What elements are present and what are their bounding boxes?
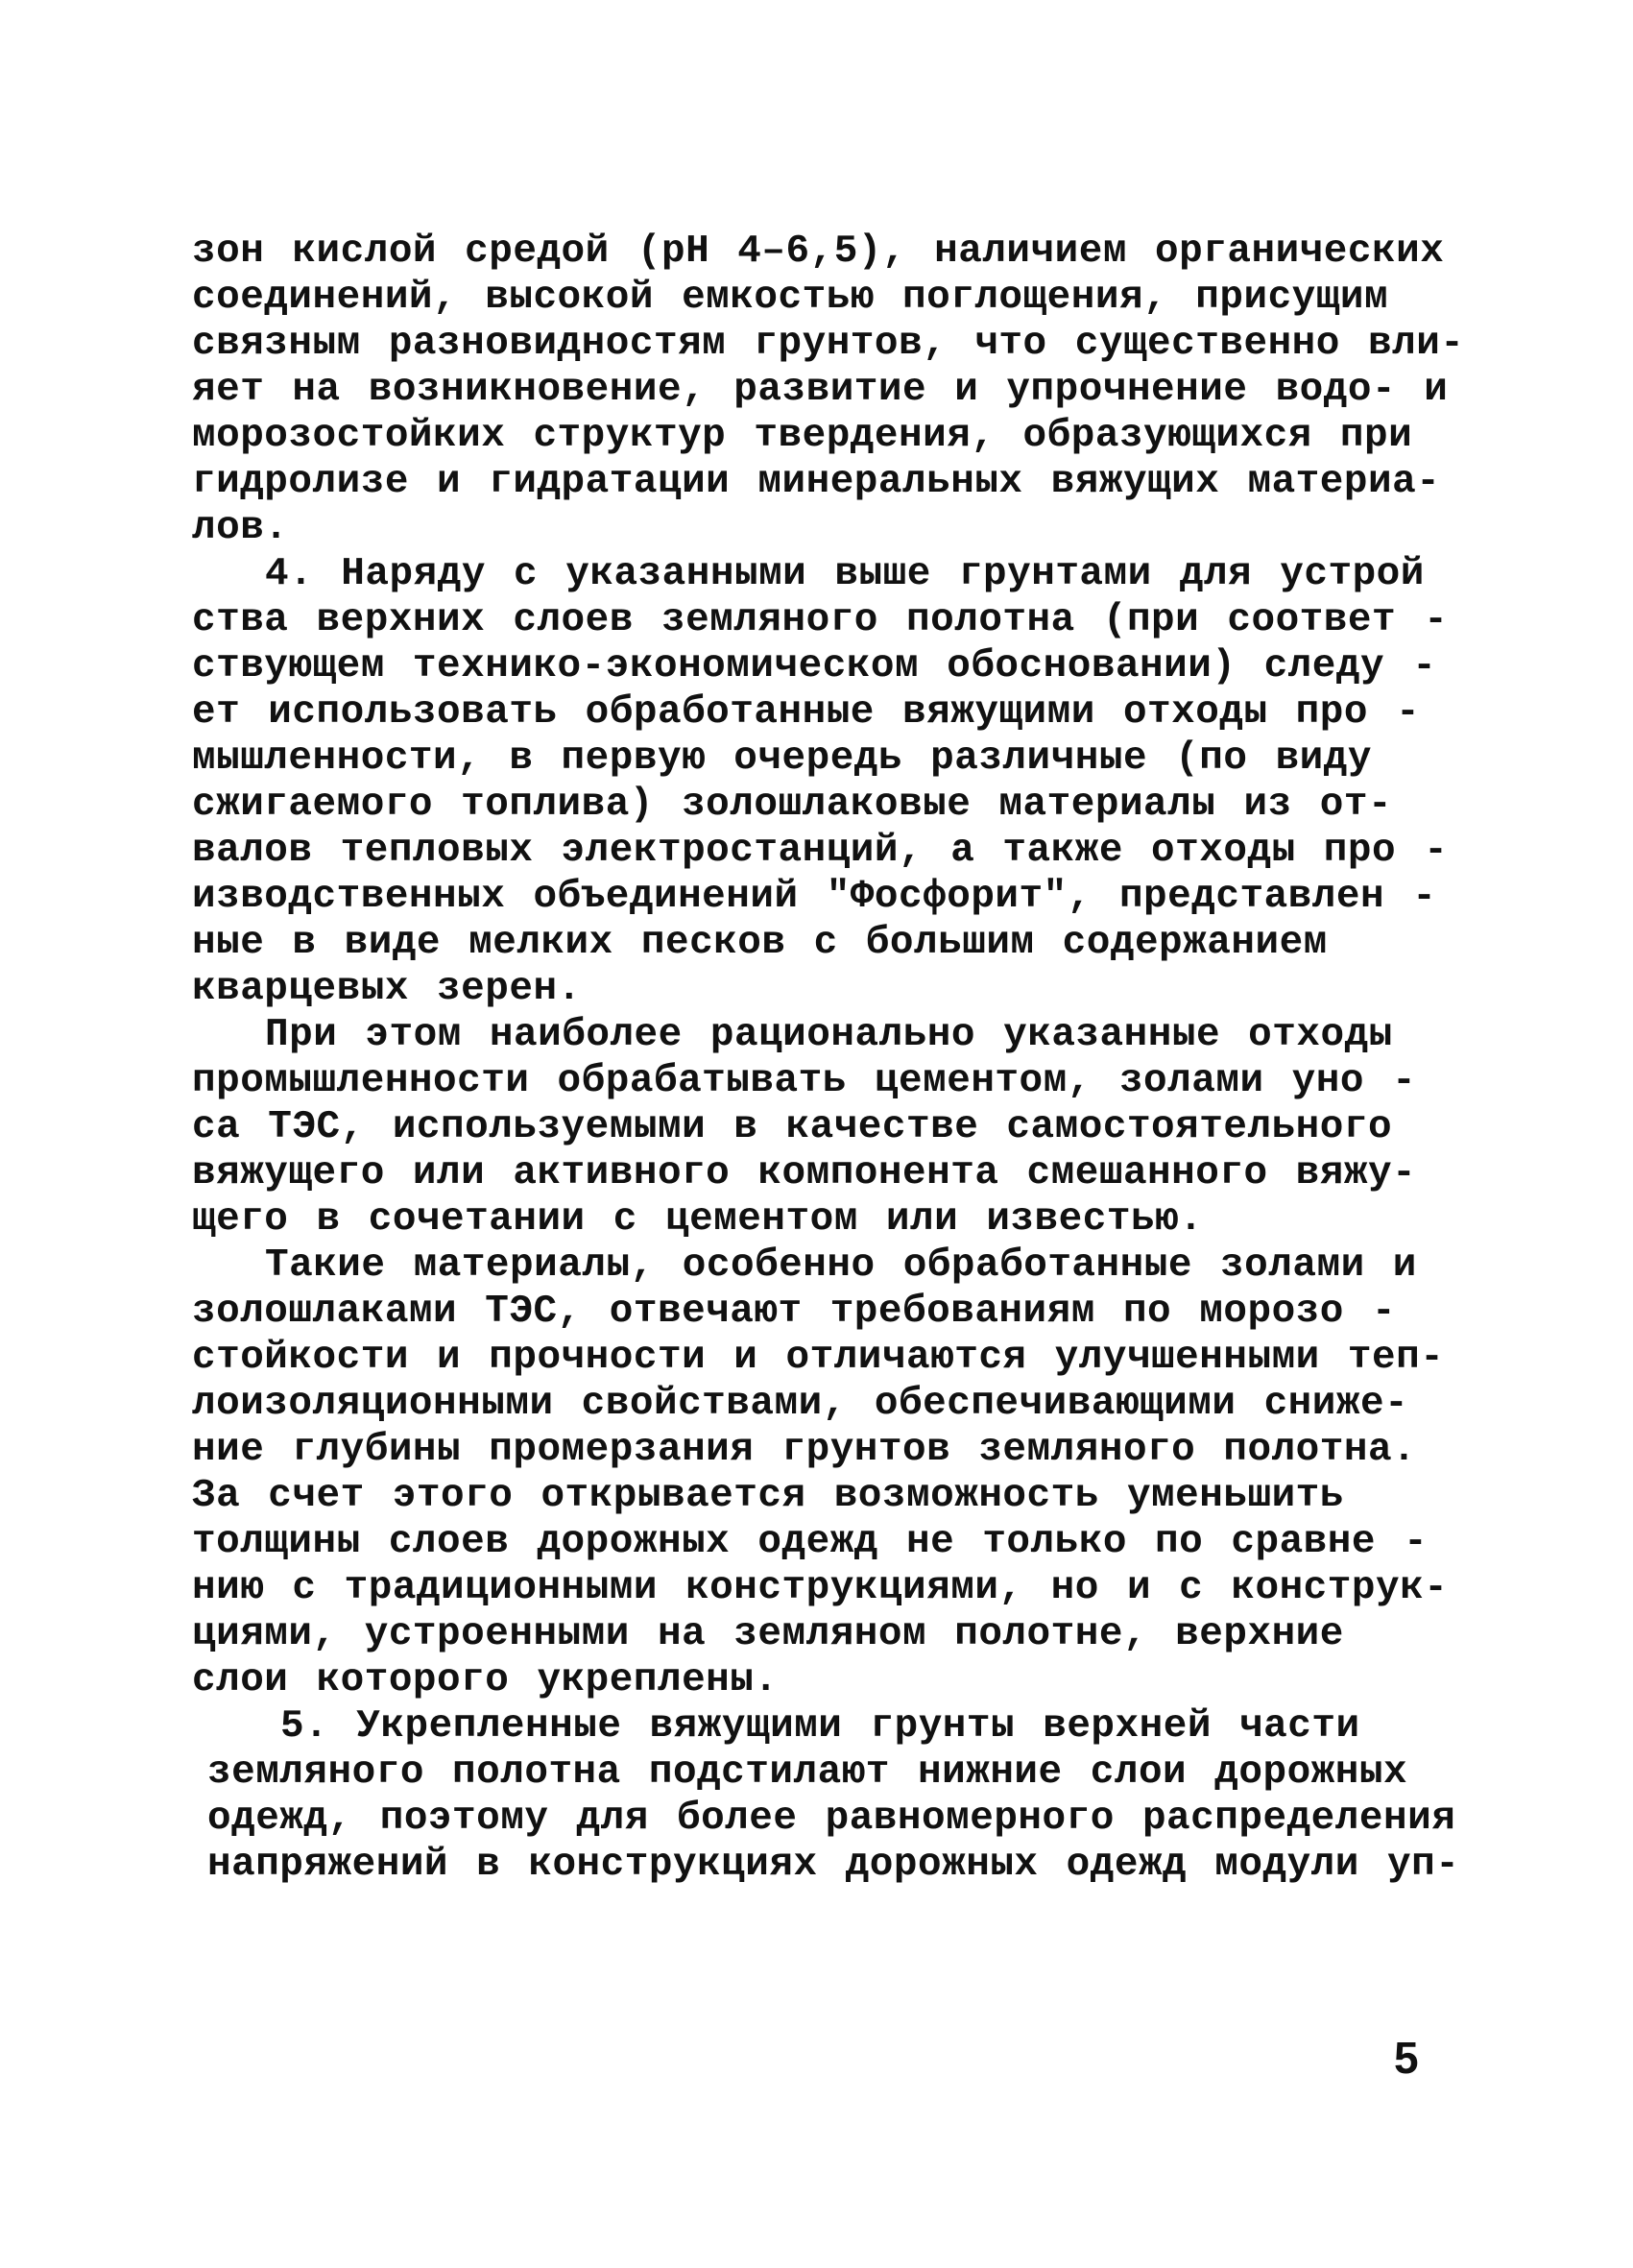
text-line: щего в сочетании с цементом или известью. [192,1197,1204,1242]
text-line: лов. [192,506,289,550]
text-line: морозостойких структур твердения, образующихся при [192,414,1413,458]
text-line: циями, устроенными на земляном полотне, верхние [192,1612,1344,1656]
text-line: ние глубины промерзания грунтов земляного полотна. [192,1428,1417,1472]
text-line: земляного полотна подстилают нижние слои дорожных [207,1750,1408,1795]
text-line: слои которого укреплены. [192,1658,779,1702]
text-line: лоизоляционными свойствами, обеспечивающими сниже- [192,1382,1409,1426]
text-line: гидролизе и гидратации минеральных вяжущих материа- [192,460,1441,504]
text-line: сжигаемого топлива) золошлаковые материалы из от- [192,783,1393,827]
text-line: вяжущего или активного компонента смешанного вяжу- [192,1151,1417,1195]
text-line: За счет этого открывается возможность уменьшить [192,1474,1344,1518]
text-line: валов тепловых электростанций, а также отходы про - [192,829,1449,873]
text-line: соединений, высокой емкостью поглощения, присущим [192,276,1389,320]
text-line: мышленности, в первую очередь различные (по виду [192,736,1372,781]
text-line: нию с традиционными конструкциями, но и с конструк- [192,1566,1449,1610]
page-number: 5 [1394,2033,1419,2083]
text-line: изводственных объединений "Фосфорит", представлен - [192,875,1437,919]
text-line: толщины слоев дорожных одежд не только по сравне - [192,1520,1429,1564]
text-line: 5. Укрепленные вяжущими грунты верхней части [280,1704,1360,1749]
text-line: яет на возникновение, развитие и упрочнение водо- и [192,368,1449,412]
text-line: ные в виде мелких песков с большим содержанием [192,921,1328,965]
text-line: одежд, поэтому для более равномерного распределения [207,1797,1456,1841]
text-line: зон кислой средой (pH 4–6,5), наличием органических [192,229,1445,274]
text-line: напряжений в конструкциях дорожных одежд модули уп- [207,1843,1460,1887]
text-line: 4. Наряду с указанными выше грунтами для устрой [265,552,1425,596]
text-line: ствующем технико-экономическом обосновании) следу - [192,644,1437,688]
text-line: промышленности обрабатывать цементом, золами уно - [192,1059,1417,1103]
text-line: При этом наиболее рационально указанные отходы [265,1013,1393,1057]
text-line: ства верхних слоев земляного полотна (при соответ - [192,598,1449,642]
text-line: Такие материалы, особенно обработанные золами и [265,1243,1417,1288]
text-line: связным разновидностям грунтов, что существенно вли- [192,322,1465,366]
text-line: са ТЭС, используемыми в качестве самостоятельного [192,1105,1393,1149]
text-line: стойкости и прочности и отличаются улучшенными теп- [192,1336,1445,1380]
text-line: золошлаками ТЭС, отвечают требованиям по морозо - [192,1290,1397,1334]
text-line: кварцевых зерен. [192,967,582,1011]
text-line: ет использовать обработанные вяжущими отходы про - [192,690,1421,735]
